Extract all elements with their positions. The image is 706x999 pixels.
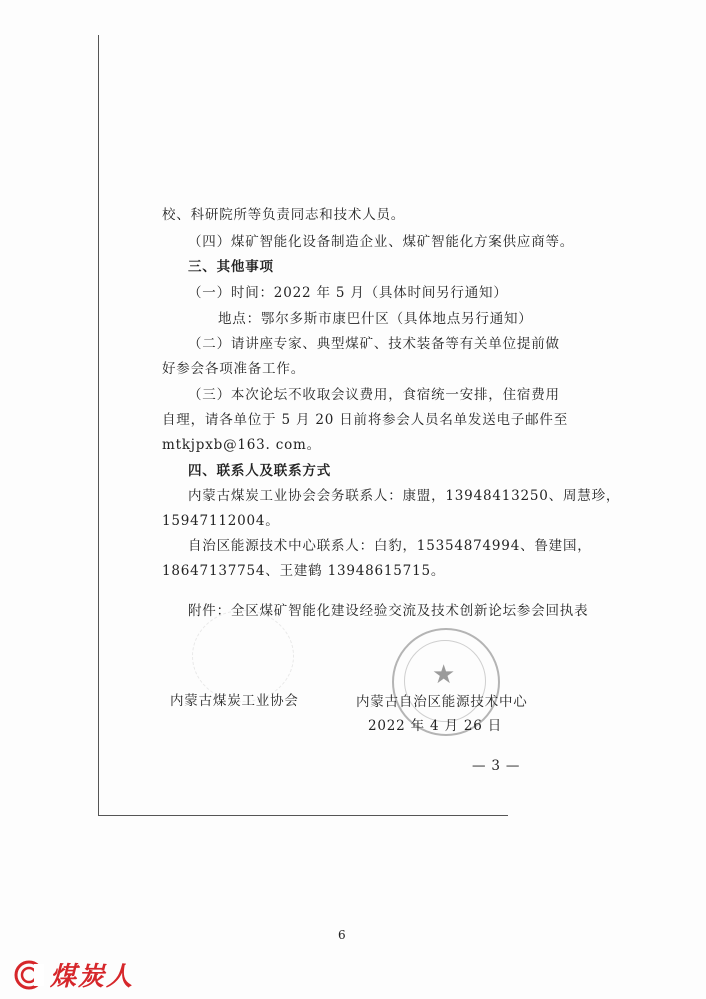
text-line: （二）请讲座专家、典型煤矿、技术装备等有关单位提前做 (188, 336, 560, 352)
signer-right: 内蒙古自治区能源技术中心 (356, 694, 528, 710)
page-number: — 3 — (472, 758, 521, 774)
text-line: 15947112004。 (162, 513, 280, 529)
brand-name: 煤炭人 (50, 962, 135, 992)
attachment-line: 附件：全区煤矿智能化建设经验交流及技术创新论坛参会回执表 (188, 603, 589, 619)
official-seal-stamp: ★ (392, 628, 500, 736)
text-line: 自理，请各单位于 5 月 20 日前将参会人员名单发送电子邮件至 (162, 412, 569, 428)
section-heading: 四、联系人及联系方式 (188, 463, 331, 479)
faint-seal-stamp (192, 610, 294, 702)
scan-border-bottom (98, 815, 508, 816)
text-line: 校、科研院所等负责同志和技术人员。 (162, 207, 406, 223)
brand-watermark (14, 956, 134, 993)
coal-logo-icon (14, 960, 44, 990)
text-line: 内蒙古煤炭工业协会会务联系人：康盟，13948413250、周慧珍， (188, 488, 621, 504)
text-line: （三）本次论坛不收取会议费用，食宿统一安排，住宿费用 (188, 387, 560, 403)
email-line: mtkjpxb@163. com。 (162, 437, 321, 453)
signing-date: 2022 年 4 月 26 日 (368, 718, 503, 734)
signer-left: 内蒙古煤炭工业协会 (170, 693, 299, 709)
text-line: 好参会各项准备工作。 (162, 361, 305, 377)
text-line: （四）煤矿智能化设备制造企业、煤矿智能化方案供应商等。 (188, 234, 575, 250)
scan-border-left (98, 35, 99, 815)
text-line: 地点：鄂尔多斯市康巴什区（具体地点另行通知） (218, 311, 533, 327)
text-line: 自治区能源技术中心联系人：白豹，15354874994、鲁建国， (188, 538, 592, 554)
section-heading: 三、其他事项 (188, 259, 274, 275)
text-line: 18647137754、王建鹤 13948615715。 (162, 563, 446, 579)
footer-page-number: 6 (338, 928, 346, 942)
text-line: （一）时间：2022 年 5 月（具体时间另行通知） (188, 285, 508, 301)
